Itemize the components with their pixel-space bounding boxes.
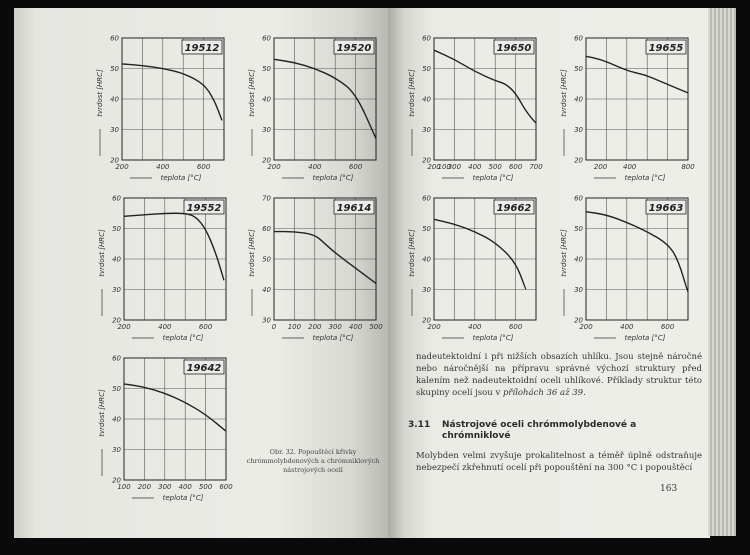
grade-code: 19614: [336, 203, 372, 214]
hardness-curve: [434, 219, 526, 289]
y-axis-label: tvrdost [HRC]: [248, 69, 256, 117]
y-tick-label: 60: [574, 194, 583, 203]
y-tick-label: 40: [422, 95, 431, 104]
chart-19552: [86, 188, 232, 346]
paragraph-1-reference: přílohách 36 až 39: [502, 388, 584, 398]
hardness-curve: [124, 213, 224, 280]
x-tick-label: 200: [427, 323, 441, 331]
y-tick-label: 50: [574, 65, 583, 73]
y-tick-label: 50: [262, 65, 271, 73]
y-axis-label: tvrdost [HRC]: [98, 229, 106, 277]
y-tick-label: 50: [422, 225, 431, 233]
y-tick-label: 20: [112, 476, 121, 485]
x-tick-label: 400: [158, 323, 172, 331]
y-tick-label: 60: [112, 354, 121, 363]
right-page: [388, 8, 710, 538]
x-tick-label: 600: [198, 323, 213, 331]
paragraph-2: Molybden velmi zvyšuje prokalitelnost a téměř úplně odstraňuje nebezpečí zkřehnutí ocelí při popouštění na 300 °C i popouštěcí: [416, 451, 702, 473]
paragraph-1-end: .: [583, 388, 586, 398]
x-tick-label: 600: [219, 483, 233, 491]
y-tick-label: 40: [112, 255, 121, 264]
grade-code: 19662: [496, 203, 532, 214]
grade-code: 19520: [336, 43, 372, 54]
x-tick-label: 400: [348, 323, 363, 331]
chart-grid: [586, 198, 688, 320]
chart-19655: [548, 28, 694, 186]
y-tick-label: 20: [112, 316, 121, 325]
x-tick-label: 200: [137, 483, 152, 491]
chart-grid: [434, 38, 536, 160]
x-axis-label: teplota [°C]: [162, 334, 204, 342]
y-tick-label: 20: [422, 316, 431, 325]
hardness-curve: [122, 64, 222, 120]
x-axis-label: teplota [°C]: [312, 334, 354, 342]
y-tick-label: 60: [112, 194, 121, 203]
grade-code: 19642: [186, 363, 222, 374]
grade-code: 19655: [648, 43, 684, 54]
y-axis-label: tvrdost [HRC]: [408, 229, 416, 277]
grade-code: 19663: [648, 203, 684, 214]
x-tick-label: 400: [156, 163, 170, 171]
x-tick-label: 500: [198, 483, 213, 491]
x-tick-label: 100: [287, 323, 302, 331]
x-tick-label: 400: [308, 163, 322, 171]
y-tick-label: 30: [262, 316, 271, 325]
y-tick-label: 50: [112, 225, 121, 233]
y-tick-label: 40: [574, 95, 583, 104]
x-tick-label: 400: [468, 323, 482, 331]
x-tick-label: 400: [468, 163, 482, 171]
x-tick-label: 0: [271, 323, 277, 331]
y-tick-label: 30: [112, 286, 121, 294]
x-tick-label: 200: [593, 163, 608, 171]
x-tick-label: 200: [117, 323, 131, 331]
x-tick-label: 100: [437, 163, 451, 171]
chart-19662: [396, 188, 542, 346]
grade-code: 19552: [186, 203, 222, 214]
y-tick-label: 20: [574, 316, 583, 325]
x-tick-label: 600: [508, 163, 523, 171]
x-tick-label: 500: [488, 163, 502, 171]
x-tick-label: 700: [529, 163, 543, 171]
chart-19520: [236, 28, 382, 186]
y-tick-label: 50: [112, 385, 121, 393]
x-tick-label: 600: [196, 163, 211, 171]
y-tick-label: 40: [112, 415, 121, 424]
y-tick-label: 50: [110, 65, 119, 73]
page-number: 163: [660, 484, 678, 494]
y-tick-label: 40: [262, 95, 271, 104]
y-axis-label: tvrdost [HRC]: [408, 69, 416, 117]
x-axis-label: teplota [°C]: [624, 174, 666, 182]
x-tick-label: 600: [660, 323, 675, 331]
y-tick-label: 70: [262, 194, 271, 203]
x-axis-label: teplota [°C]: [312, 174, 354, 182]
y-tick-label: 30: [422, 286, 431, 294]
y-tick-label: 30: [112, 446, 121, 454]
x-axis-label: teplota [°C]: [160, 174, 202, 182]
section-title: Nástrojové oceli chrómmolybdenové a chrómniklové: [442, 420, 637, 441]
x-tick-label: 200: [579, 323, 593, 331]
y-tick-label: 50: [422, 65, 431, 73]
hardness-curve: [586, 212, 688, 293]
y-tick-label: 60: [110, 34, 119, 43]
hardness-curve: [274, 232, 376, 284]
y-axis-label: tvrdost [HRC]: [248, 229, 256, 277]
y-axis-label: tvrdost [HRC]: [96, 69, 104, 117]
x-tick-label: 600: [508, 323, 523, 331]
x-tick-label: 200: [115, 163, 129, 171]
y-tick-label: 60: [574, 34, 583, 43]
chart-19614: [236, 188, 382, 346]
y-tick-label: 60: [262, 34, 271, 43]
x-axis-label: teplota [°C]: [472, 334, 514, 342]
x-tick-label: 300: [158, 483, 172, 491]
y-tick-label: 40: [110, 95, 119, 104]
chart-grid: [586, 38, 688, 160]
chart-grid: [122, 38, 224, 160]
y-tick-label: 50: [574, 225, 583, 233]
grade-code: 19650: [496, 43, 532, 54]
y-tick-label: 30: [110, 126, 119, 134]
grade-code: 19512: [184, 43, 220, 54]
figure-caption: Obr. 32. Popouštěcí křivky chrómmolybdenových a chrómniklových nástrojových ocelí: [246, 448, 380, 474]
x-axis-label: teplota [°C]: [624, 334, 666, 342]
y-tick-label: 60: [422, 194, 431, 203]
chart-19650: [396, 28, 542, 186]
x-tick-label: 400: [178, 483, 192, 491]
paragraph-1: [416, 351, 702, 399]
page-edges: [708, 8, 736, 536]
y-tick-label: 20: [422, 156, 431, 165]
y-tick-label: 30: [574, 286, 583, 294]
y-tick-label: 50: [262, 255, 271, 264]
y-tick-label: 60: [422, 34, 431, 43]
x-tick-label: 100: [117, 483, 131, 491]
x-tick-label: 200: [427, 163, 441, 171]
y-tick-label: 40: [262, 286, 271, 294]
chart-grid: [274, 198, 376, 320]
x-tick-label: 300: [328, 323, 342, 331]
chart-19642: [86, 348, 232, 506]
y-tick-label: 40: [574, 255, 583, 264]
x-axis-label: teplota [°C]: [162, 494, 204, 502]
y-tick-label: 30: [422, 126, 431, 134]
hardness-curve: [434, 50, 536, 123]
y-axis-label: tvrdost [HRC]: [98, 389, 106, 437]
paragraph-1-text: nadeutektoidní i při nižších obsazích uhlíku. Jsou stejně náročné nebo náročnější na přípravu správné výchozí struktury před kalením než nadeutektoidní oceli uhlíkové. Příklady struktur této skupiny ocelí jsou v: [416, 352, 702, 398]
y-axis-label: tvrdost [HRC]: [560, 229, 568, 277]
y-axis-label: tvrdost [HRC]: [560, 69, 568, 117]
chart-grid: [124, 198, 226, 320]
y-tick-label: 60: [262, 225, 271, 233]
y-tick-label: 20: [262, 156, 271, 165]
left-page: [14, 8, 388, 538]
y-tick-label: 30: [262, 126, 271, 134]
y-tick-label: 40: [422, 255, 431, 264]
x-tick-label: 400: [620, 323, 634, 331]
y-tick-label: 30: [574, 126, 583, 134]
hardness-curve: [124, 384, 226, 431]
y-tick-label: 20: [110, 156, 119, 165]
x-tick-label: 200: [267, 163, 281, 171]
x-tick-label: 500: [369, 323, 383, 331]
chart-grid: [274, 38, 376, 160]
y-tick-label: 20: [574, 156, 583, 165]
x-tick-label: 300: [447, 163, 462, 171]
x-tick-label: 400: [623, 163, 637, 171]
chart-grid: [434, 198, 536, 320]
x-tick-label: 600: [348, 163, 363, 171]
chart-19512: [84, 28, 230, 186]
chart-19663: [548, 188, 694, 346]
x-tick-label: 800: [681, 163, 695, 171]
x-tick-label: 200: [308, 323, 322, 331]
section-number: 3.11: [408, 420, 431, 430]
hardness-curve: [586, 56, 688, 93]
x-axis-label: teplota [°C]: [472, 174, 514, 182]
